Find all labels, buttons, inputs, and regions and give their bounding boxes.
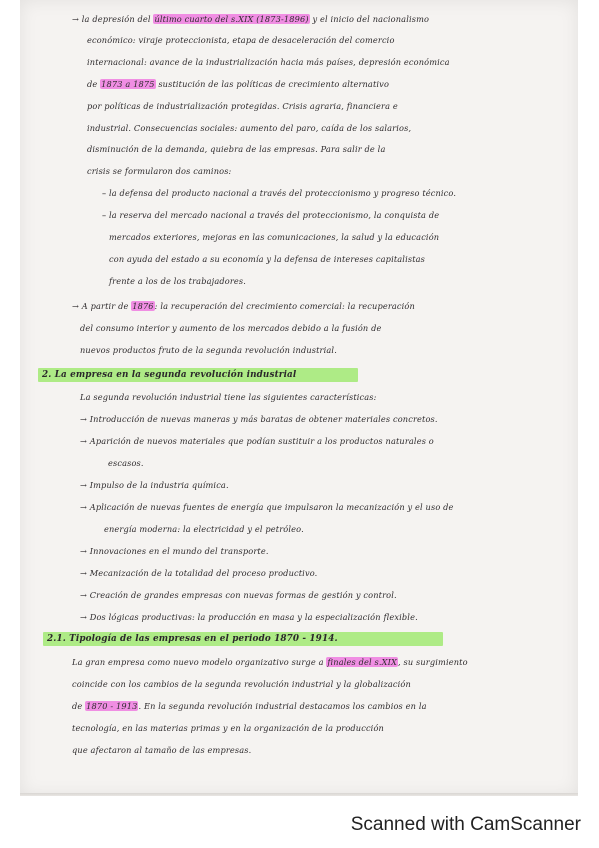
line-text-end: , su surgimiento — [398, 657, 468, 667]
heading-text: 2.1. Tipología de las empresas en el periodo 1870 - 1914. — [47, 634, 338, 644]
note-line — [87, 164, 231, 178]
line-text-end: : la recuperación del crecimiento comercial: la recuperación — [154, 301, 415, 311]
highlighted-text: 1876 — [132, 301, 154, 311]
note-line — [87, 77, 389, 91]
heading-text: 2. La empresa en la segunda revolución industrial — [42, 370, 297, 380]
line-text: por políticas de industrialización protegidas. Crisis agraria, financiera e — [87, 101, 398, 111]
note-line — [80, 390, 377, 404]
note-line — [104, 522, 304, 536]
line-text: → Mecanización de la totalidad del proceso productivo. — [80, 568, 318, 578]
scanned-page — [20, 0, 578, 796]
line-text: escasos. — [108, 458, 144, 468]
note-line — [80, 343, 337, 357]
line-text: nuevos productos fruto de la segunda revolución industrial. — [80, 345, 337, 355]
line-text-end: sustitución de las políticas de crecimiento alternativo — [155, 79, 390, 89]
section-heading — [47, 632, 338, 646]
scanner-watermark: Scanned with CamScanner — [350, 814, 581, 835]
line-text: La segunda revolución industrial tiene las siguientes características: — [80, 392, 377, 402]
line-text: La gran empresa como nuevo modelo organizativo surge a — [72, 657, 327, 667]
line-text-end: . En la segunda revolución industrial destacamos los cambios en la — [138, 701, 427, 711]
highlighted-text: 1870 - 1913 — [86, 701, 138, 711]
line-text: económico: viraje proteccionista, etapa de desaceleración del comercio — [87, 35, 395, 45]
line-text: coincide con los cambios de la segunda revolución industrial y la globalización — [72, 679, 411, 689]
line-text: disminución de la demanda, quiebra de las empresas. Para salir de la — [87, 144, 386, 154]
line-text: → Dos lógicas productivas: la producción en masa y la especialización flexible. — [80, 612, 418, 622]
line-text: con ayuda del estado a su economía y la defensa de intereses capitalistas — [109, 254, 426, 264]
note-line — [102, 186, 456, 200]
line-text: de — [72, 701, 86, 711]
note-line — [87, 55, 450, 69]
note-line — [108, 456, 144, 470]
note-line — [80, 434, 434, 448]
line-text: → Innovaciones en el mundo del transporte. — [80, 546, 269, 556]
note-line — [72, 699, 427, 713]
section-heading — [42, 368, 296, 382]
line-text: energía moderna: la electricidad y el petróleo. — [104, 524, 304, 534]
note-line — [72, 12, 429, 26]
line-text: – la reserva del mercado nacional a través del proteccionismo, la conquista de — [102, 210, 440, 220]
note-line — [80, 588, 397, 602]
note-line — [80, 610, 418, 624]
line-text: → Introducción de nuevas maneras y más baratas de obtener materiales concretos. — [80, 414, 438, 424]
line-text: → la depresión del — [72, 14, 154, 24]
line-text: del consumo interior y aumento de los mercados debido a la fusión de — [80, 323, 382, 333]
note-line — [80, 412, 438, 426]
line-text: → Aplicación de nuevas fuentes de energía que impulsaron la mecanización y el uso de — [80, 502, 454, 512]
note-line — [80, 566, 317, 580]
note-line — [87, 121, 411, 135]
note-line — [87, 142, 385, 156]
line-text: → Creación de grandes empresas con nuevas formas de gestión y control. — [80, 590, 397, 600]
highlighted-text: finales del s.XIX — [327, 657, 397, 667]
line-text: – la defensa del producto nacional a través del proteccionismo y progreso técnico. — [102, 188, 457, 198]
line-text: tecnología, en las materias primas y en la organización de la producción — [72, 723, 384, 733]
note-line — [72, 299, 415, 313]
line-text: industrial. Consecuencias sociales: aumento del paro, caída de los salarios, — [87, 123, 412, 133]
note-line — [80, 500, 454, 514]
note-line — [80, 544, 269, 558]
note-line — [102, 208, 439, 222]
line-text: que afectaron al tamaño de las empresas. — [72, 745, 252, 755]
note-line — [109, 274, 246, 288]
line-text: frente a los de los trabajadores. — [109, 276, 246, 286]
line-text: crisis se formularon dos caminos: — [87, 166, 232, 176]
line-text: → Aparición de nuevos materiales que podían sustituir a los productos naturales o — [80, 436, 434, 446]
note-line — [87, 99, 398, 113]
line-text: mercados exteriores, mejoras en las comunicaciones, la salud y la educación — [109, 232, 440, 242]
note-line — [80, 478, 229, 492]
note-line — [109, 252, 425, 266]
highlighted-text: 1873 a 1875 — [101, 79, 155, 89]
line-text-end: y el inicio del nacionalismo — [309, 14, 430, 24]
line-text: de — [87, 79, 101, 89]
note-line — [87, 33, 395, 47]
note-line — [72, 721, 384, 735]
note-line — [80, 321, 381, 335]
note-line — [72, 743, 251, 757]
note-line — [109, 230, 439, 244]
note-line — [72, 655, 468, 669]
highlighted-text: último cuarto del s.XIX (1873-1896) — [154, 14, 309, 24]
note-line — [72, 677, 411, 691]
line-text: → A partir de — [72, 301, 132, 311]
line-text: internacional: avance de la industrialización hacia más países, depresión económica — [87, 57, 450, 67]
line-text: → Impulso de la industria química. — [80, 480, 229, 490]
